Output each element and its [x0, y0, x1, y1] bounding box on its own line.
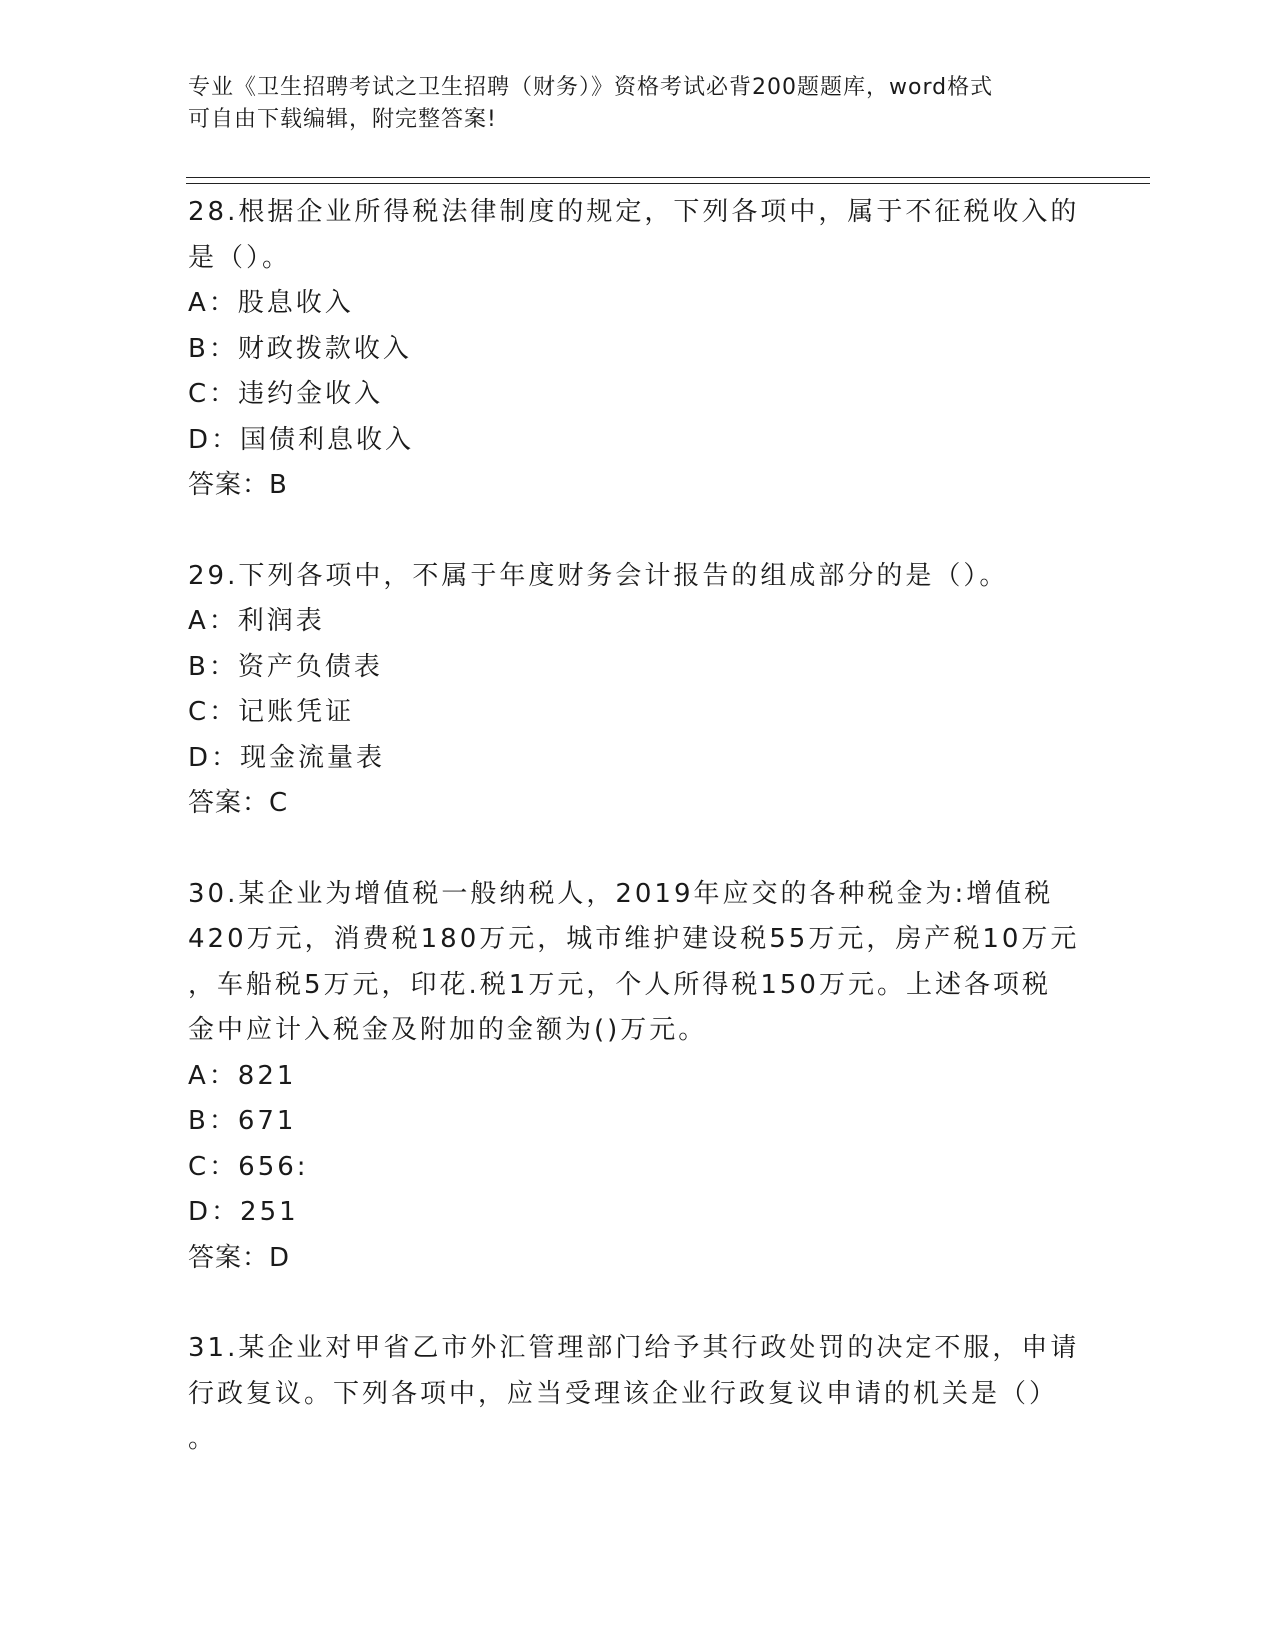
option-a: A：利润表 [188, 606, 325, 636]
spacer [188, 1281, 1088, 1326]
option-c: C：656: [188, 1151, 309, 1182]
answer: 答案：D [188, 1242, 291, 1273]
option-b: B：资产负债表 [188, 651, 383, 682]
answer: 答案：C [188, 788, 289, 818]
question-text-line: 金中应计入税金及附加的金额为()万元。 [188, 1015, 708, 1045]
option-a: A：821 [188, 1060, 297, 1091]
question-31 [188, 1326, 1088, 1463]
question-list [188, 190, 1088, 1463]
option-d: D：现金流量表 [188, 742, 386, 773]
question-text-line: ，车船税5万元，印花.税1万元，个人所得税150万元。上述各项税 [188, 969, 1051, 1000]
header-line-2: 可自由下载编辑，附完整答案! [188, 107, 497, 132]
option-c: C：违约金收入 [188, 379, 384, 409]
option-list [188, 599, 1088, 781]
option-b: B：671 [188, 1106, 297, 1136]
question-29 [188, 554, 1088, 827]
option-list [188, 1054, 1088, 1236]
question-text-line: 是（）。 [188, 242, 292, 273]
spacer [188, 827, 1088, 872]
question-text-line: 28.根据企业所得税法律制度的规定，下列各项中，属于不征税收入的 [188, 197, 1080, 227]
question-text-line: 29.下列各项中，不属于年度财务会计报告的组成部分的是（）。 [188, 560, 1009, 591]
option-d: D：国债利息收入 [188, 424, 415, 455]
document-header [188, 72, 1088, 136]
question-28 [188, 190, 1088, 509]
question-30 [188, 872, 1088, 1282]
option-a: A：股息收入 [188, 288, 354, 318]
question-text-line: 420万元，消费税180万元，城市维护建设税55万元，房产税10万元 [188, 924, 1080, 954]
spacer [188, 509, 1088, 554]
question-text-line: 行政复议。下列各项中，应当受理该企业行政复议申请的机关是（） [188, 1378, 1059, 1409]
header-line-1: 专业《卫生招聘考试之卫生招聘（财务）》资格考试必背200题题库，word格式 [188, 75, 994, 100]
option-list [188, 281, 1088, 463]
header-divider-bottom [186, 183, 1150, 184]
header-divider-top [186, 177, 1150, 178]
question-text-line: 31.某企业对甲省乙市外汇管理部门给予其行政处罚的决定不服，申请 [188, 1333, 1080, 1363]
question-text-line: 。 [188, 1424, 218, 1454]
option-d: D：251 [188, 1197, 299, 1227]
option-b: B：财政拨款收入 [188, 333, 412, 364]
question-text-line: 30.某企业为增值税一般纳税人，2019年应交的各种税金为:增值税 [188, 878, 1054, 909]
answer: 答案：B [188, 470, 288, 500]
option-c: C：记账凭证 [188, 697, 355, 727]
